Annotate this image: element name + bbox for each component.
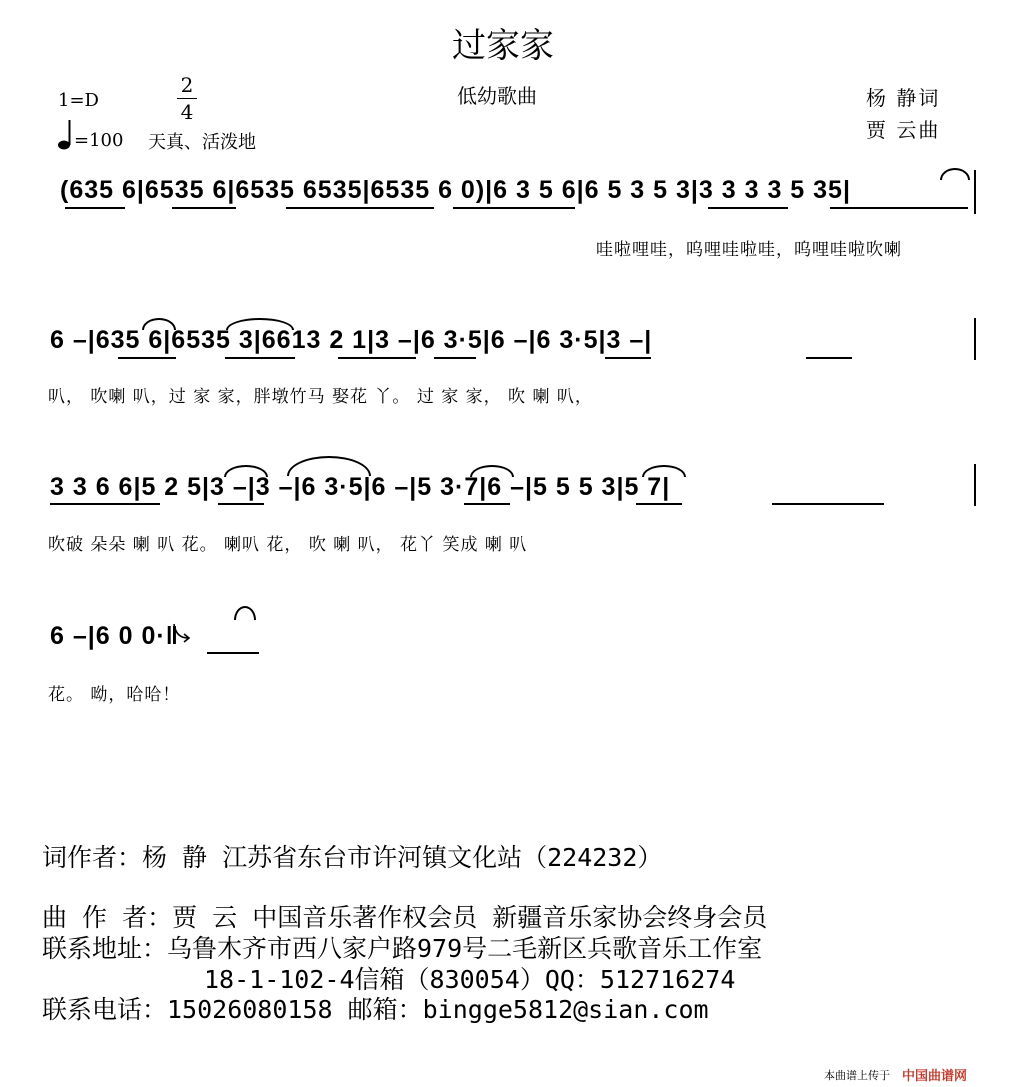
subtitle: 低幼歌曲 bbox=[457, 84, 537, 108]
underline-mark bbox=[605, 357, 651, 359]
score-row-3-lyrics: 吹破 朵朵 喇 叭 花。 喇叭 花， 吹 喇 叭， 花丫 笑成 喇 叭 bbox=[48, 535, 528, 555]
fermata-mark bbox=[234, 606, 256, 620]
underline-mark bbox=[806, 357, 852, 359]
glide-arrow-icon bbox=[172, 622, 194, 644]
underline-mark bbox=[172, 207, 236, 209]
slur-mark bbox=[287, 456, 371, 476]
lyricist-credit: 杨 静词 bbox=[866, 86, 941, 110]
tempo-marking: =100 bbox=[74, 130, 124, 151]
upload-note: 本曲谱上传于 bbox=[824, 1070, 890, 1082]
underline-mark bbox=[207, 652, 259, 654]
score-row-1-lyrics: 哇啦哩哇，呜哩哇啦哇，呜哩哇啦吹喇 bbox=[596, 240, 902, 260]
slur-mark bbox=[142, 318, 176, 330]
underline-mark bbox=[434, 357, 476, 359]
slur-mark bbox=[226, 318, 294, 330]
composer-credit: 贾 云曲 bbox=[866, 118, 941, 142]
composer-info: 曲 作 者：贾 云 中国音乐著作权会员 新疆音乐家协会终身会员 bbox=[42, 903, 768, 932]
slur-mark bbox=[642, 465, 686, 477]
score-row-1-notes: (635 6|6535 6|6535 6535|6535 6 0)|6 3 5 6|6 5 3 5 3|3 3 3 3 5 35| bbox=[60, 176, 851, 204]
underline-mark bbox=[338, 357, 416, 359]
time-signature bbox=[177, 73, 197, 124]
underline-mark bbox=[118, 357, 176, 359]
score-row-4-notes: 6 –|6 0 0·‖ bbox=[50, 622, 180, 650]
underline-mark bbox=[636, 503, 682, 505]
expression-marking: 天真、活泼地 bbox=[148, 132, 256, 153]
time-sig-divider bbox=[177, 98, 197, 99]
slur-mark bbox=[224, 465, 268, 477]
underline-mark bbox=[708, 207, 788, 209]
underline-mark bbox=[50, 503, 160, 505]
slur-mark bbox=[940, 168, 970, 180]
site-logo: 中国曲谱网 bbox=[902, 1068, 968, 1083]
score-row-2-lyrics: 叭， 吹喇 叭，过 家 家，胖墩竹马 娶花 丫。 过 家 家， 吹 喇 叭， bbox=[48, 387, 593, 407]
underline-mark bbox=[464, 503, 510, 505]
underline-mark bbox=[65, 207, 125, 209]
score-row-2-notes: 6 –|635 6|6535 3|6613 2 1|3 –|6 3·5|6 –|6 3·5|3 –| bbox=[50, 326, 653, 354]
underline-mark bbox=[218, 503, 264, 505]
time-sig-bottom: 4 bbox=[180, 100, 194, 124]
contact-info: 联系电话：15026080158 邮箱：bingge5812@sian.com bbox=[42, 995, 709, 1024]
barline bbox=[974, 318, 976, 360]
quarter-note-icon bbox=[58, 118, 74, 152]
barline bbox=[974, 170, 976, 214]
key-signature: 1=D bbox=[58, 90, 99, 111]
time-sig-top: 2 bbox=[180, 73, 194, 97]
barline bbox=[974, 464, 976, 506]
address-info: 联系地址：乌鲁木齐市西八家户路979号二毛新区兵歌音乐工作室 bbox=[42, 934, 763, 963]
address-info-2: 18-1-102-4信箱（830054）QQ：512716274 bbox=[204, 965, 736, 994]
underline-mark bbox=[830, 207, 968, 209]
underline-mark bbox=[772, 503, 884, 505]
score-row-3-notes: 3 3 6 6|5 2 5|3 –|3 –|6 3·5|6 –|5 3·7|6 –|5 5 5 3|5 7| bbox=[50, 473, 671, 501]
slur-mark bbox=[470, 465, 514, 477]
score-row-4-lyrics: 花。 呦，哈哈！ bbox=[48, 685, 181, 705]
underline-mark bbox=[225, 357, 295, 359]
underline-mark bbox=[453, 207, 575, 209]
lyricist-info: 词作者：杨 静 江苏省东台市许河镇文化站（224232） bbox=[42, 843, 663, 872]
page-title: 过家家 bbox=[452, 26, 554, 66]
underline-mark bbox=[286, 207, 434, 209]
